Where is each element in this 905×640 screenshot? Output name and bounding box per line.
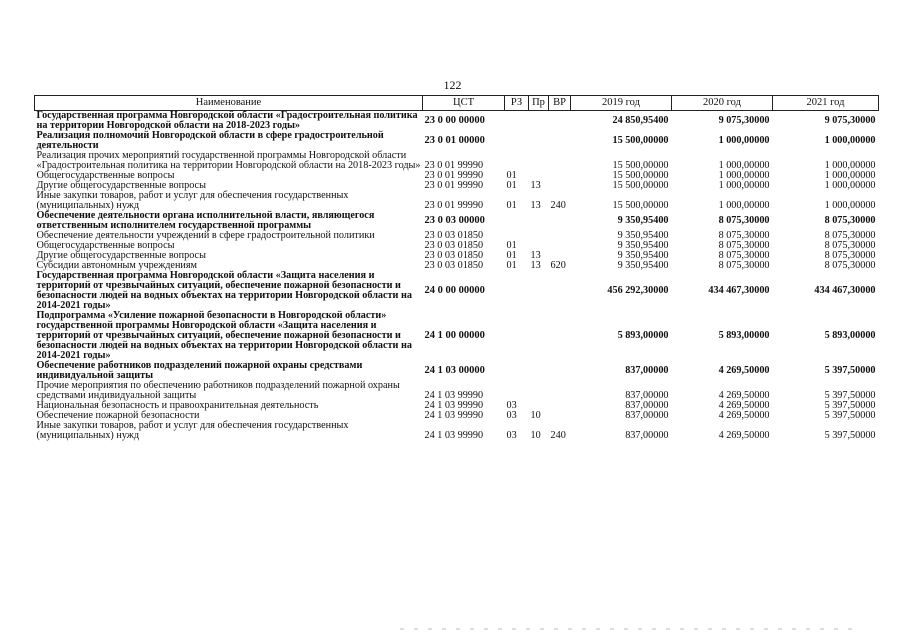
row-value-2020: 8 075,30000 [718, 230, 770, 241]
row-value-2019: 9 350,95400 [617, 250, 669, 261]
row-value-2019: 9 350,95400 [617, 230, 669, 241]
table-row [35, 211, 879, 231]
row-value-2021: 5 397,50000 [824, 430, 876, 441]
row-value-2020: 4 269,50000 [718, 390, 770, 401]
row-value-2020: 8 075,30000 [718, 215, 770, 226]
row-pr: 13 [530, 200, 541, 211]
row-rz: 03 [506, 410, 517, 421]
row-vr [549, 211, 571, 231]
row-vr [549, 131, 571, 151]
header-2019: 2019 год [571, 96, 672, 111]
row-value-2020: 4 269,50000 [718, 410, 770, 421]
row-name: Субсидии автономным учреждениям [36, 260, 197, 271]
header-rz: РЗ [505, 96, 529, 111]
row-rz: 01 [506, 260, 517, 271]
row-pr: 13 [530, 250, 541, 261]
table-row [35, 311, 879, 361]
row-value-2020: 9 075,30000 [718, 115, 770, 126]
row-vr [549, 151, 571, 171]
row-name: Обеспечение деятельности учреждений в сфере градостроительной политики [36, 230, 375, 241]
row-value-2020: 1 000,00000 [718, 170, 770, 181]
row-pr [529, 361, 549, 381]
row-rz: 01 [506, 170, 517, 181]
row-vr: 240 [550, 430, 566, 441]
row-value-2020: 4 269,50000 [718, 430, 770, 441]
row-value-2020: 5 893,00000 [718, 330, 770, 341]
row-value-2019: 9 350,95400 [617, 260, 669, 271]
row-cst: 24 1 03 99990 [424, 390, 484, 401]
row-cst: 23 0 03 00000 [424, 215, 485, 226]
row-value-2021: 434 467,30000 [814, 285, 876, 296]
row-pr [529, 231, 549, 241]
row-value-2019: 9 350,95400 [617, 240, 669, 251]
row-value-2019: 15 500,00000 [612, 160, 669, 171]
row-rz [505, 151, 529, 171]
page-number: 122 [443, 78, 462, 92]
row-rz [505, 361, 529, 381]
row-cst: 24 1 00 00000 [424, 330, 485, 341]
row-pr [529, 271, 549, 311]
row-value-2019: 5 893,00000 [617, 330, 669, 341]
table-header-row [35, 96, 879, 111]
row-value-2021: 1 000,00000 [824, 135, 876, 146]
row-vr [549, 181, 571, 191]
row-pr: 13 [530, 260, 541, 271]
row-value-2021: 8 075,30000 [824, 230, 876, 241]
row-value-2020: 4 269,50000 [718, 400, 770, 411]
row-cst: 23 0 00 00000 [424, 115, 485, 126]
row-value-2019: 15 500,00000 [612, 170, 669, 181]
row-rz: 03 [506, 400, 517, 411]
row-name: Иные закупки товаров, работ и услуг для обеспечения государственных (муниципальных) нужд [36, 190, 349, 211]
row-name: Другие общегосударственные вопросы [36, 250, 206, 261]
row-value-2019: 837,00000 [625, 400, 669, 411]
header-pr: Пр [529, 96, 549, 111]
row-pr [529, 211, 549, 231]
row-value-2021: 5 397,50000 [824, 390, 876, 401]
row-vr [549, 171, 571, 181]
row-value-2019: 15 500,00000 [612, 135, 669, 146]
row-value-2021: 8 075,30000 [824, 215, 876, 226]
row-pr: 10 [530, 410, 541, 421]
row-rz [505, 271, 529, 311]
row-rz: 01 [506, 250, 517, 261]
row-cst: 24 1 03 99990 [424, 400, 484, 411]
row-rz [505, 131, 529, 151]
table-row [35, 131, 879, 151]
row-rz: 01 [506, 240, 517, 251]
row-value-2021: 9 075,30000 [824, 115, 876, 126]
row-cst: 23 0 01 99990 [424, 200, 484, 211]
row-name: Обеспечение работников подразделений пожарной охраны средствами индивидуальной защиты [36, 360, 363, 381]
row-cst: 24 1 03 99990 [424, 410, 484, 421]
row-cst: 23 0 01 99990 [424, 160, 484, 171]
row-cst: 23 0 01 99990 [424, 170, 484, 181]
row-cst: 23 0 03 01850 [424, 230, 484, 241]
row-name: Обеспечение пожарной безопасности [36, 410, 200, 421]
row-vr [549, 271, 571, 311]
row-name: Государственная программа Новгородской области «Защита населения и территорий от чрезвычайных ситуаций, обеспечение пожарной безопасности и безопасности людей на водных объектах на территории Новгородской области на 2014-2021 годы» [36, 270, 412, 311]
row-rz: 01 [506, 200, 517, 211]
row-pr: 13 [530, 180, 541, 191]
row-value-2021: 5 397,50000 [824, 400, 876, 411]
row-vr [549, 241, 571, 251]
row-value-2019: 837,00000 [625, 390, 669, 401]
row-vr [549, 411, 571, 421]
row-value-2019: 837,00000 [625, 410, 669, 421]
row-cst: 24 1 03 99990 [424, 430, 484, 441]
row-name: Общегосударственные вопросы [36, 170, 175, 181]
row-value-2021: 8 075,30000 [824, 260, 876, 271]
row-pr [529, 381, 549, 401]
row-vr [549, 311, 571, 361]
row-value-2019: 456 292,30000 [607, 285, 669, 296]
row-value-2021: 1 000,00000 [824, 170, 876, 181]
row-value-2019: 15 500,00000 [612, 200, 669, 211]
row-rz: 01 [506, 180, 517, 191]
row-name: Национальная безопасность и правоохранительная деятельность [36, 400, 319, 411]
table-row [35, 421, 879, 441]
row-value-2019: 24 850,95400 [612, 115, 669, 126]
header-cst: ЦСТ [423, 96, 505, 111]
row-value-2019: 837,00000 [625, 430, 669, 441]
row-rz [505, 311, 529, 361]
row-cst: 23 0 03 01850 [424, 260, 484, 271]
row-vr [549, 401, 571, 411]
row-vr [549, 361, 571, 381]
row-value-2021: 5 893,00000 [824, 330, 876, 341]
row-name: Другие общегосударственные вопросы [36, 180, 206, 191]
row-name: Прочие мероприятия по обеспечению работников подразделений пожарной охраны средствами индивидуальной защиты [36, 380, 400, 401]
row-value-2021: 1 000,00000 [824, 180, 876, 191]
row-value-2020: 1 000,00000 [718, 200, 770, 211]
row-value-2020: 8 075,30000 [718, 250, 770, 261]
row-rz: 03 [506, 430, 517, 441]
budget-table [34, 95, 879, 441]
table-row [35, 151, 879, 171]
row-value-2021: 1 000,00000 [824, 160, 876, 171]
row-value-2020: 1 000,00000 [718, 160, 770, 171]
row-value-2021: 5 397,50000 [824, 365, 876, 376]
row-name: Подпрограмма «Усиление пожарной безопасности в Новгородской области» государственной программы Новгородской области «Защита населения и территорий от чрезвычайных ситуаций, обеспечение пожарной безопасности и безопасности людей на водных объектах на территории Новгородской области на 2014-2021 годы» [36, 310, 412, 361]
row-value-2019: 15 500,00000 [612, 180, 669, 191]
row-cst: 23 0 03 01850 [424, 250, 484, 261]
row-cst: 23 0 03 01850 [424, 240, 484, 251]
row-value-2020: 1 000,00000 [718, 180, 770, 191]
row-rz [505, 111, 529, 132]
row-cst: 23 0 01 99990 [424, 180, 484, 191]
row-pr [529, 131, 549, 151]
header-vr: ВР [549, 96, 571, 111]
table-row [35, 191, 879, 211]
row-name: Общегосударственные вопросы [36, 240, 175, 251]
row-name: Реализация прочих мероприятий государственной программы Новгородской области «Градостроительная политика на территории Новгородской области на 2018-2023 годы» [36, 150, 421, 171]
row-value-2020: 8 075,30000 [718, 240, 770, 251]
row-value-2020: 434 467,30000 [708, 285, 770, 296]
row-value-2021: 1 000,00000 [824, 200, 876, 211]
row-value-2021: 5 397,50000 [824, 410, 876, 421]
row-value-2020: 1 000,00000 [718, 135, 770, 146]
row-vr [549, 381, 571, 401]
row-rz [505, 381, 529, 401]
row-value-2019: 9 350,95400 [617, 215, 669, 226]
header-2021: 2021 год [773, 96, 879, 111]
row-pr [529, 111, 549, 132]
row-vr [549, 111, 571, 132]
row-pr [529, 311, 549, 361]
table-row [35, 361, 879, 381]
row-value-2020: 4 269,50000 [718, 365, 770, 376]
row-value-2020: 8 075,30000 [718, 260, 770, 271]
row-cst: 24 0 00 00000 [424, 285, 485, 296]
table-row [35, 271, 879, 311]
row-value-2021: 8 075,30000 [824, 240, 876, 251]
row-cst: 24 1 03 00000 [424, 365, 485, 376]
header-name: Наименование [35, 96, 423, 111]
row-pr [529, 151, 549, 171]
row-vr [549, 231, 571, 241]
table-row [35, 111, 879, 132]
row-vr: 620 [550, 260, 566, 271]
row-rz [505, 211, 529, 231]
row-name: Реализация полномочий Новгородской области в сфере градостроительной деятельности [36, 130, 384, 151]
row-pr: 10 [530, 430, 541, 441]
table-row [35, 381, 879, 401]
row-value-2021: 8 075,30000 [824, 250, 876, 261]
row-vr: 240 [550, 200, 566, 211]
row-value-2019: 837,00000 [625, 365, 669, 376]
row-name: Обеспечение деятельности органа исполнительной власти, являющегося ответственным исполнителем государственной программы [36, 210, 375, 231]
row-name: Государственная программа Новгородской области «Градостроительная политика на территории Новгородской области на 2018-2023 годы» [36, 110, 418, 131]
table-body [35, 111, 879, 442]
scan-artifact [400, 628, 860, 630]
row-cst: 23 0 01 00000 [424, 135, 485, 146]
row-name: Иные закупки товаров, работ и услуг для обеспечения государственных (муниципальных) нужд [36, 420, 349, 441]
header-2020: 2020 год [672, 96, 773, 111]
